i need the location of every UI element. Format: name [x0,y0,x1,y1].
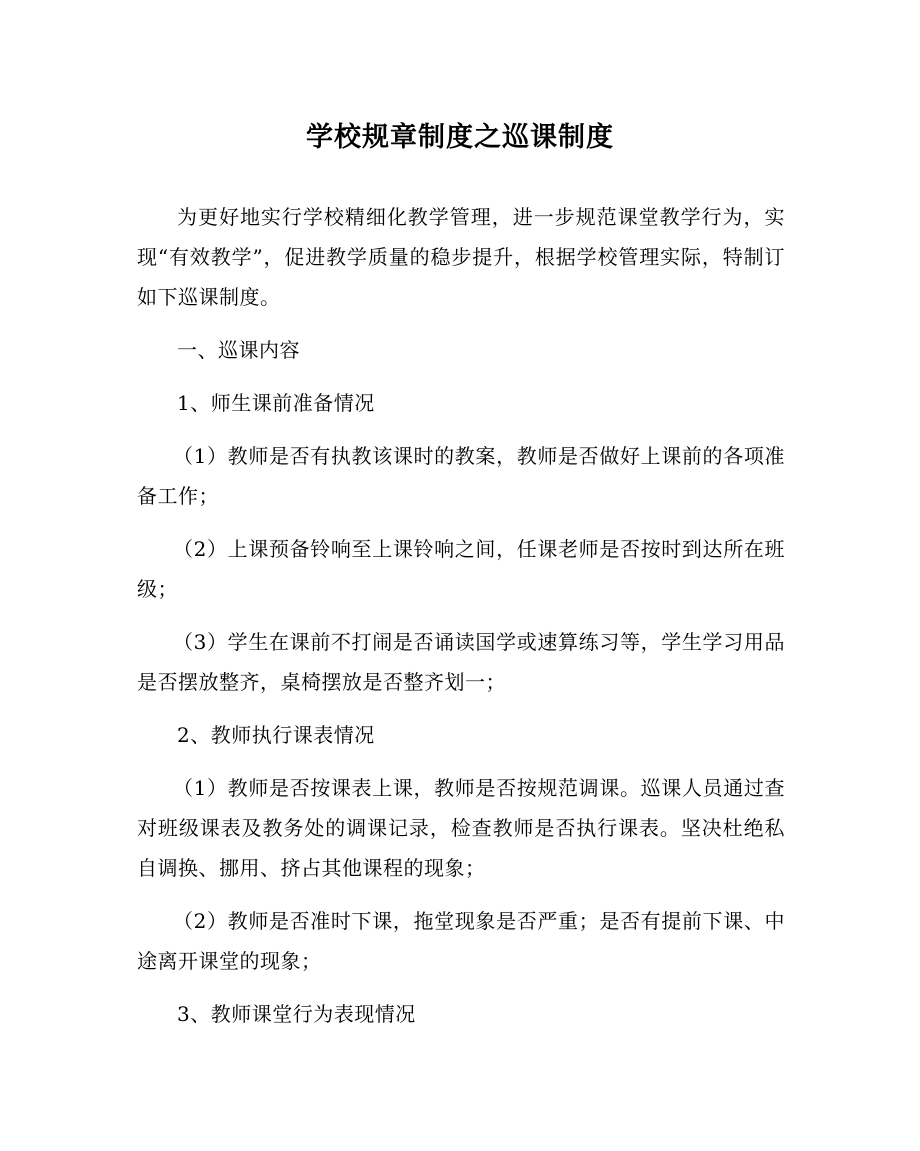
list-item-student-readiness: （3）学生在课前不打闹是否诵读国学或速算练习等，学生学习用品是否摆放整齐，桌椅摆放是否整齐划一； [137,630,785,694]
document-title: 学校规章制度之巡课制度 [306,122,614,153]
list-item-dismissal-time: （2）教师是否准时下课，拖堂现象是否严重；是否有提前下课、中途离开课堂的现象； [137,909,785,973]
document-body [137,197,785,1034]
intro-paragraph: 为更好地实行学校精细化教学管理，进一步规范课堂教学行为，实现“有效教学”，促进教学质量的稳步提升，根据学校管理实际，特制订如下巡课制度。 [137,205,785,309]
list-item-lesson-plan: （1）教师是否有执教该课时的教案，教师是否做好上课前的各项准备工作； [137,444,785,508]
list-item-arrival-time: （2）上课预备铃响至上课铃响之间，任课老师是否按时到达所在班级； [137,537,785,601]
subsection-heading-timetable: 2、教师执行课表情况 [177,723,375,747]
subsection-heading-classroom-behavior: 3、教师课堂行为表现情况 [177,1002,416,1026]
subsection-heading-preparation: 1、师生课前准备情况 [177,391,375,415]
section-heading-patrol-content: 一、巡课内容 [177,338,300,362]
list-item-follow-timetable: （1）教师是否按课表上课，教师是否按规范调课。巡课人员通过查对班级课表及教务处的调课记录，检查教师是否执行课表。坚决杜绝私自调换、挪用、挤占其他课程的现象； [137,776,785,880]
